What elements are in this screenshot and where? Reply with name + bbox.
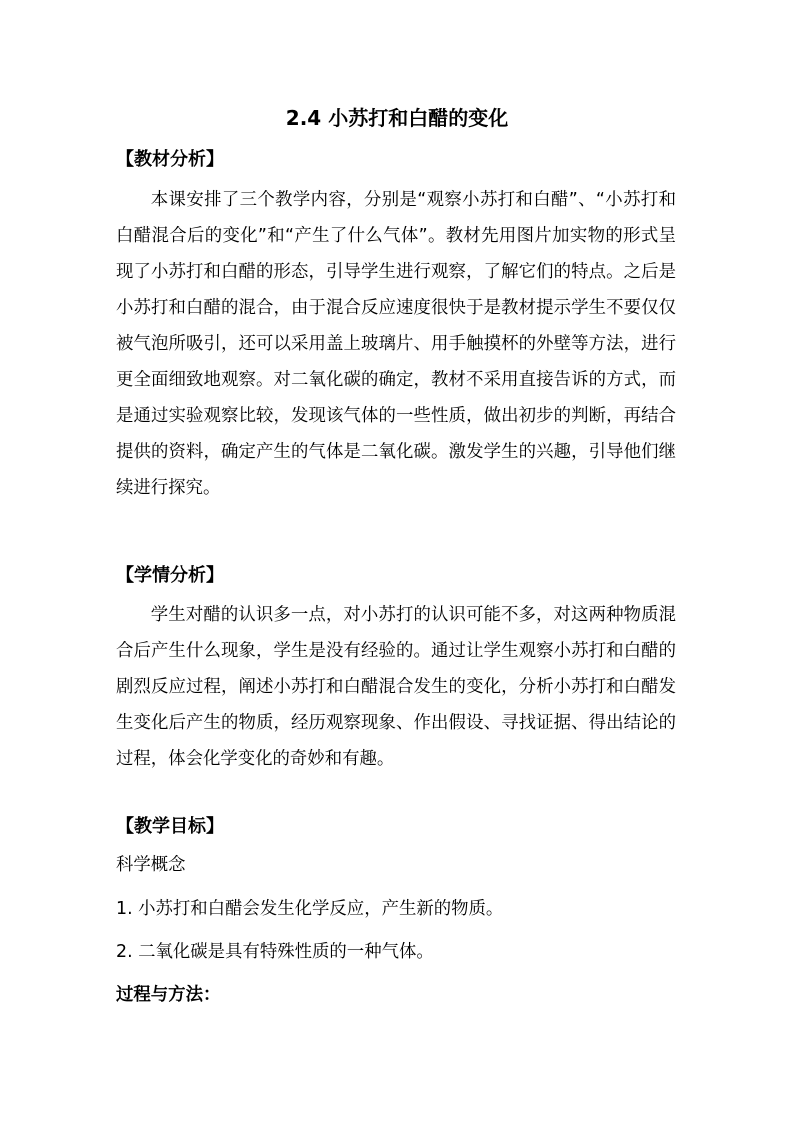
textbook-analysis-paragraph: 本课安排了三个教学内容，分别是“观察小苏打和白醋”、“小苏打和白醋混合后的变化”和“产生了什么气体”。教材先用图片加实物的形式呈现了小苏打和白醋的形态，引导学生进行观察，了解它们的特点。之后是小苏打和白醋的混合，由于混合反应速度很快于是教材提示学生不要仅仅被气泡所吸引，还可以采用盖上玻璃片、用手触摸杯的外壁等方法，进行更全面细致地观察。对二氧化碳的确定，教材不采用直接告诉的方式，而是通过实验观察比较，发现该气体的一些性质，做出初步的判断，再结合提供的资料，确定产生的气体是二氧化碳。激发学生的兴趣，引导他们继续进行探究。 [116, 190, 676, 498]
subheading-science-concept: 科学概念 [116, 855, 186, 875]
section-heading-teaching-goals: 【教学目标】 [116, 816, 224, 837]
page-title: 2.4 小苏打和白醋的变化 [285, 106, 509, 130]
goal-item-2: 2. 二氧化碳是具有特殊性质的一种气体。 [116, 942, 434, 962]
subheading-process-method: 过程与方法： [116, 985, 221, 1005]
section-heading-student-analysis: 【学情分析】 [116, 565, 224, 586]
section-heading-textbook-analysis: 【教材分析】 [116, 149, 224, 170]
goal-item-1: 1. 小苏打和白醋会发生化学反应，产生新的物质。 [116, 899, 504, 919]
student-analysis-paragraph: 学生对醋的认识多一点，对小苏打的认识可能不多，对这两种物质混合后产生什么现象，学生是没有经验的。通过让学生观察小苏打和白醋的剧烈反应过程，阐述小苏打和白醋混合发生的变化，分析小苏打和白醋发生变化后产生的物质，经历观察现象、作出假设、寻找证据、得出结论的过程，体会化学变化的奇妙和有趣。 [116, 605, 676, 769]
